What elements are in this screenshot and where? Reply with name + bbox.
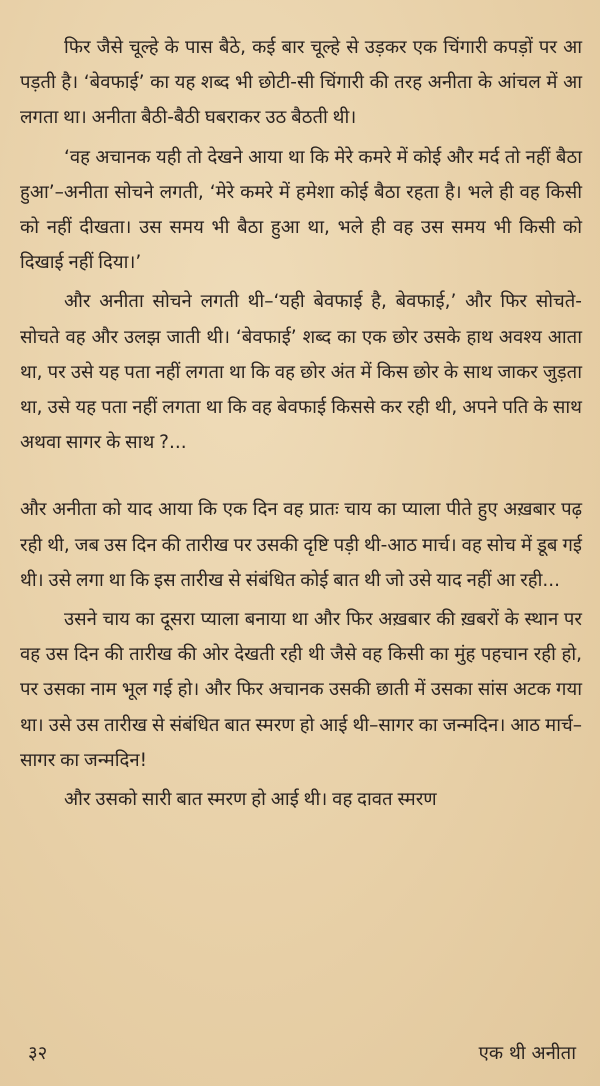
page-body [20, 30, 582, 817]
paragraph-5: उसने चाय का दूसरा प्याला बनाया था और फिर अख़बार की ख़बरों के स्थान पर वह उस दिन की तारीख की ओर देखती रही थी जैसे वह किसी का मुंह पहचान रही हो, पर उसका नाम भूल गई हो। और फिर अचानक उसकी छाती में उसका सांस अटक गया था। उसे उस तारीख से संबंधित बात स्मरण हो आई थी–सागर का जन्मदिन। आठ मार्च–सागर का जन्मदिन! [20, 609, 582, 771]
paragraph-1: फिर जैसे चूल्हे के पास बैठे, कई बार चूल्हे से उड़कर एक चिंगारी कपड़ों पर आ पड़ती है। ‘बेवफाई’ का यह शब्द भी छोटी-सी चिंगारी की तरह अनीता के आंचल में आ लगता था। अनीता बैठी-बैठी घबराकर उठ बैठती थी। [20, 37, 582, 129]
paragraph-3: और अनीता सोचने लगती थी–‘यही बेवफाई है, बेवफाई,’ और फिर सोचते-सोचते वह और उलझ जाती थी। ‘बेवफाई’ शब्द का एक छोर उसके हाथ अवश्य आता था, पर उसे यह पता नहीं लगता था कि वह छोर अंत में किस छोर के साथ जाकर जुड़ता था, उसे यह पता नहीं लगता था कि वह बेवफाई किससे कर रही थी, अपने पति के साथ अथवा सागर के साथ ?... [20, 291, 582, 454]
paragraph-4: और अनीता को याद आया कि एक दिन वह प्रातः चाय का प्याला पीते हुए अख़बार पढ़ रही थी, जब उस दिन की तारीख पर उसकी दृष्टि पड़ी थी-आठ मार्च। वह सोच में डूब गई थी। उसे लगा था कि इस तारीख से संबंधित कोई बात थी जो उसे याद नहीं आ रही... [20, 499, 582, 591]
book-title: एक थी अनीता [478, 1043, 576, 1064]
page-number: ३२ [28, 1043, 48, 1064]
paragraph-6: और उसको सारी बात स्मरण हो आई थी। वह दावत स्मरण [64, 789, 437, 811]
paragraph-2: ‘वह अचानक यही तो देखने आया था कि मेरे कमरे में कोई और मर्द तो नहीं बैठा हुआ’–अनीता सोचने लगती, ‘मेरे कमरे में हमेशा कोई बैठा रहता है। भले ही वह किसी को नहीं दीखता। उस समय भी बैठा हुआ था, भले ही वह उस समय भी किसी को दिखाई नहीं दिया।’ [20, 146, 582, 274]
page-footer [28, 1040, 576, 1065]
section-gap [20, 460, 582, 492]
